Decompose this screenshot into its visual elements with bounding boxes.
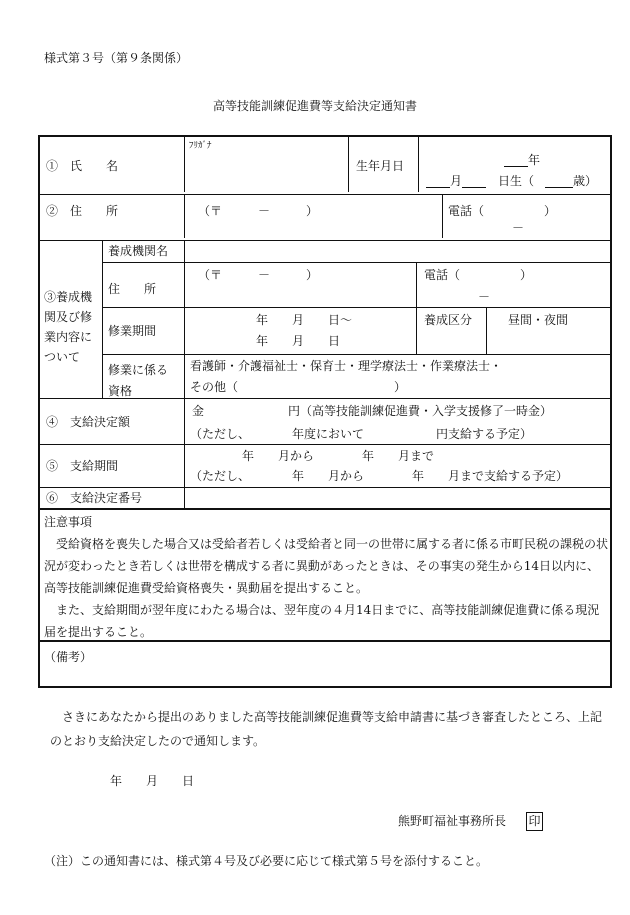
study-period-label: 修業期間 [108,324,157,338]
form-number: 様式第３号（第９条関係） [44,51,189,65]
postal-code-field: （〒 － ） [198,204,319,218]
qualification-label: 修業に係る 資格 [108,363,169,398]
remarks-box [38,640,612,688]
footnote: （注）この通知書には、様式第４号及び必要に応じて様式第５号を添付すること。 [44,854,489,868]
birthdate-label: 生年月日 [356,159,405,173]
training-type-label: 養成区分 [424,313,473,327]
notes-paragraph-2: また、支給期間が翌年度にわたる場合は、翌年度の４月14日までに、高等技能訓練促進費に係る現況届を提出すること。 [44,603,600,639]
decision-number-label: ⑥ 支給決定番号 [46,491,143,505]
payment-period-label: ⑤ 支給期間 [46,459,119,473]
institution-name-label: 養成機関名 [108,244,169,258]
payment-period-line: 年 月から 年 月まで [242,449,435,463]
phone-dash: － [512,221,525,235]
institution-phone-field: 電話（ ） [424,268,533,282]
amount-note: （ただし、 年度において 円支給する予定） [190,427,533,441]
birthdate-age-unit: 歳） [573,174,598,188]
qualification-other: その他（ ） [190,380,407,394]
birthdate-age-blank [545,187,573,188]
closing-statement: さきにあなたから提出のありました高等技能訓練促進費等支給申請書に基づき審査したところ、上記のとおり支給決定したので通知します。 [50,710,603,748]
notes-heading: 注意事項 [44,515,93,529]
notes-paragraph-1: 受給資格を喪失した場合又は受給者若しくは受給者と同一の世帯に属する者に係る市町民税の課税の状況が変わったとき若しくは世帯を構成する者に異動があったときは、その事実の発生から14日以内に、高等技能訓練促進費受給資格喪失・異動届を提出すること。 [44,537,609,595]
amount-label: ④ 支給決定額 [46,415,131,429]
birthdate-month-blank [426,187,450,188]
institution-group-label: ③養成機 関及び修 業内容に ついて [44,290,93,364]
official-seal-mark: 印 [526,812,543,831]
qualification-options: 看護師・介護福祉士・保育士・理学療法士・作業療法士・ [190,359,503,373]
institution-phone-dash: － [478,290,491,304]
name-label: ① 氏 名 [46,159,119,173]
training-type-value: 昼間・夜間 [508,313,569,327]
birthdate-year-blank [504,166,528,167]
payment-period-note: （ただし、 年 月から 年 月まで支給する予定） [190,469,569,483]
phone-field: 電話（ ） [448,204,557,218]
furigana-label: ﾌﾘｶﾞﾅ [189,141,212,151]
study-period-end: 年 月 日 [256,334,341,348]
birthdate-year-unit: 年 [528,153,541,167]
birthdate-month-day: 月 日生（ [450,174,535,188]
amount-line: 金 円（高等技能訓練促進費・入学支援修了一時金） [192,404,553,418]
study-period-start: 年 月 日～ [256,313,353,327]
issue-date-line: 年 月 日 [110,774,195,788]
institution-address-label: 住 所 [108,282,157,296]
institution-postal-field: （〒 － ） [198,268,319,282]
signatory-title: 熊野町福祉事務所長 [398,814,507,828]
remarks-label: （備考） [44,650,93,664]
document-title: 高等技能訓練促進費等支給決定通知書 [212,99,417,113]
address-label: ② 住 所 [46,204,119,218]
